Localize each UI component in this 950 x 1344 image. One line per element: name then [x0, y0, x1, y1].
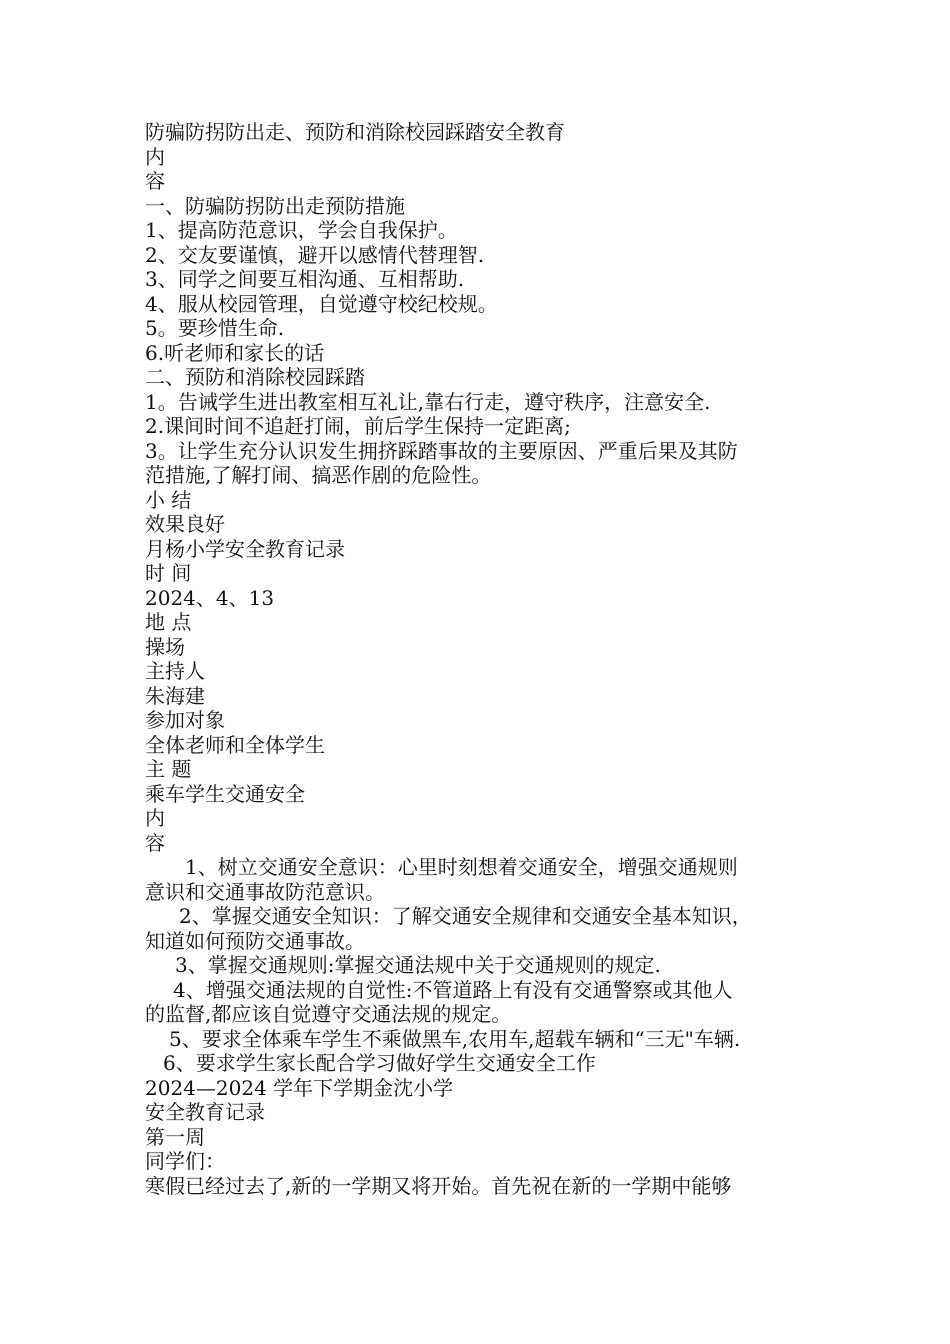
- list-item: 1、树立交通安全意识：心里时刻想着交通安全，增强交通规则: [185, 855, 738, 879]
- list-item: 1。告诫学生进出教室相互礼让,靠右行走，遵守秩序，注意安全.: [145, 389, 711, 414]
- list-item: 4、增强交通法规的自觉性:不管道路上有没有交通警察或其他人: [173, 977, 733, 1002]
- host-label: 主持人: [145, 659, 205, 683]
- participants-value: 全体老师和全体学生: [145, 732, 325, 757]
- document-body: [145, 120, 825, 1198]
- location-value: 操场: [145, 634, 185, 659]
- list-item: 6、要求学生家长配合学习做好学生交通安全工作: [163, 1051, 596, 1075]
- list-item-continued: 范措施,了解打闹、搞恶作剧的危险性。: [145, 463, 492, 487]
- list-item: 5。要珍惜生命.: [145, 316, 285, 340]
- section-heading-2: 二、预防和消除校园踩踏: [145, 365, 365, 389]
- list-item: 1、提高防范意识，学会自我保护。: [145, 218, 458, 242]
- record-title: 月杨小学安全教育记录: [145, 536, 345, 561]
- host-value: 朱海建: [145, 683, 205, 708]
- content-label-line-2: 容: [145, 169, 165, 193]
- content-label-line-2: 容: [145, 830, 165, 855]
- participants-label: 参加对象: [145, 708, 225, 732]
- list-item: 3、同学之间要互相沟通、互相帮助.: [145, 267, 465, 291]
- summary-label: 小 结: [145, 487, 192, 512]
- list-item: 2、交友要谨慎，避开以感情代替理智.: [145, 242, 485, 267]
- list-item-continued: 知道如何预防交通事故。: [145, 928, 365, 953]
- list-item-continued: 的监督,都应该自觉遵守交通法规的规定。: [145, 1002, 512, 1026]
- topic-label: 主 题: [145, 757, 192, 781]
- content-label-line-1: 内: [145, 144, 165, 169]
- summary-value: 效果良好: [145, 512, 225, 536]
- paragraph-line: 寒假已经过去了,新的一学期又将开始。首先祝在新的一学期中能够: [145, 1173, 732, 1198]
- list-item: 3、掌握交通规则:掌握交通法规中关于交通规则的规定.: [175, 953, 661, 977]
- list-item: 4、服从校园管理，自觉遵守校纪校规。: [145, 291, 498, 316]
- list-item: 2、掌握交通安全知识：了解交通安全规律和交通安全基本知识，: [179, 904, 752, 928]
- salutation: 同学们：: [145, 1149, 225, 1173]
- doc-title-line: 防骗防拐防出走、预防和消除校园踩踏安全教育: [145, 120, 565, 144]
- content-label-line-1: 内: [145, 806, 165, 830]
- topic-value: 乘车学生交通安全: [145, 781, 305, 806]
- location-label: 地 点: [145, 610, 192, 634]
- list-item: 3。让学生充分认识发生拥挤踩踏事故的主要原因、严重后果及其防: [145, 438, 738, 463]
- section-heading-1: 一、防骗防拐防出走预防措施: [145, 193, 405, 218]
- list-item: 5、要求全体乘车学生不乘做黑车,农用车,超载车辆和“三无"车辆.: [169, 1026, 741, 1051]
- list-item: 2.课间时间不追赶打闹，前后学生保持一定距离;: [145, 414, 571, 438]
- list-item-continued: 意识和交通事故防范意识。: [145, 879, 385, 904]
- list-item: 6.听老师和家长的话: [145, 340, 325, 365]
- time-label: 时 间: [145, 561, 192, 585]
- time-value: 2024、4、13: [145, 585, 275, 610]
- semester-heading: 2024—2024 学年下学期金沈小学: [145, 1075, 454, 1100]
- week-label: 第一周: [145, 1124, 205, 1149]
- record-heading: 安全教育记录: [145, 1100, 265, 1124]
